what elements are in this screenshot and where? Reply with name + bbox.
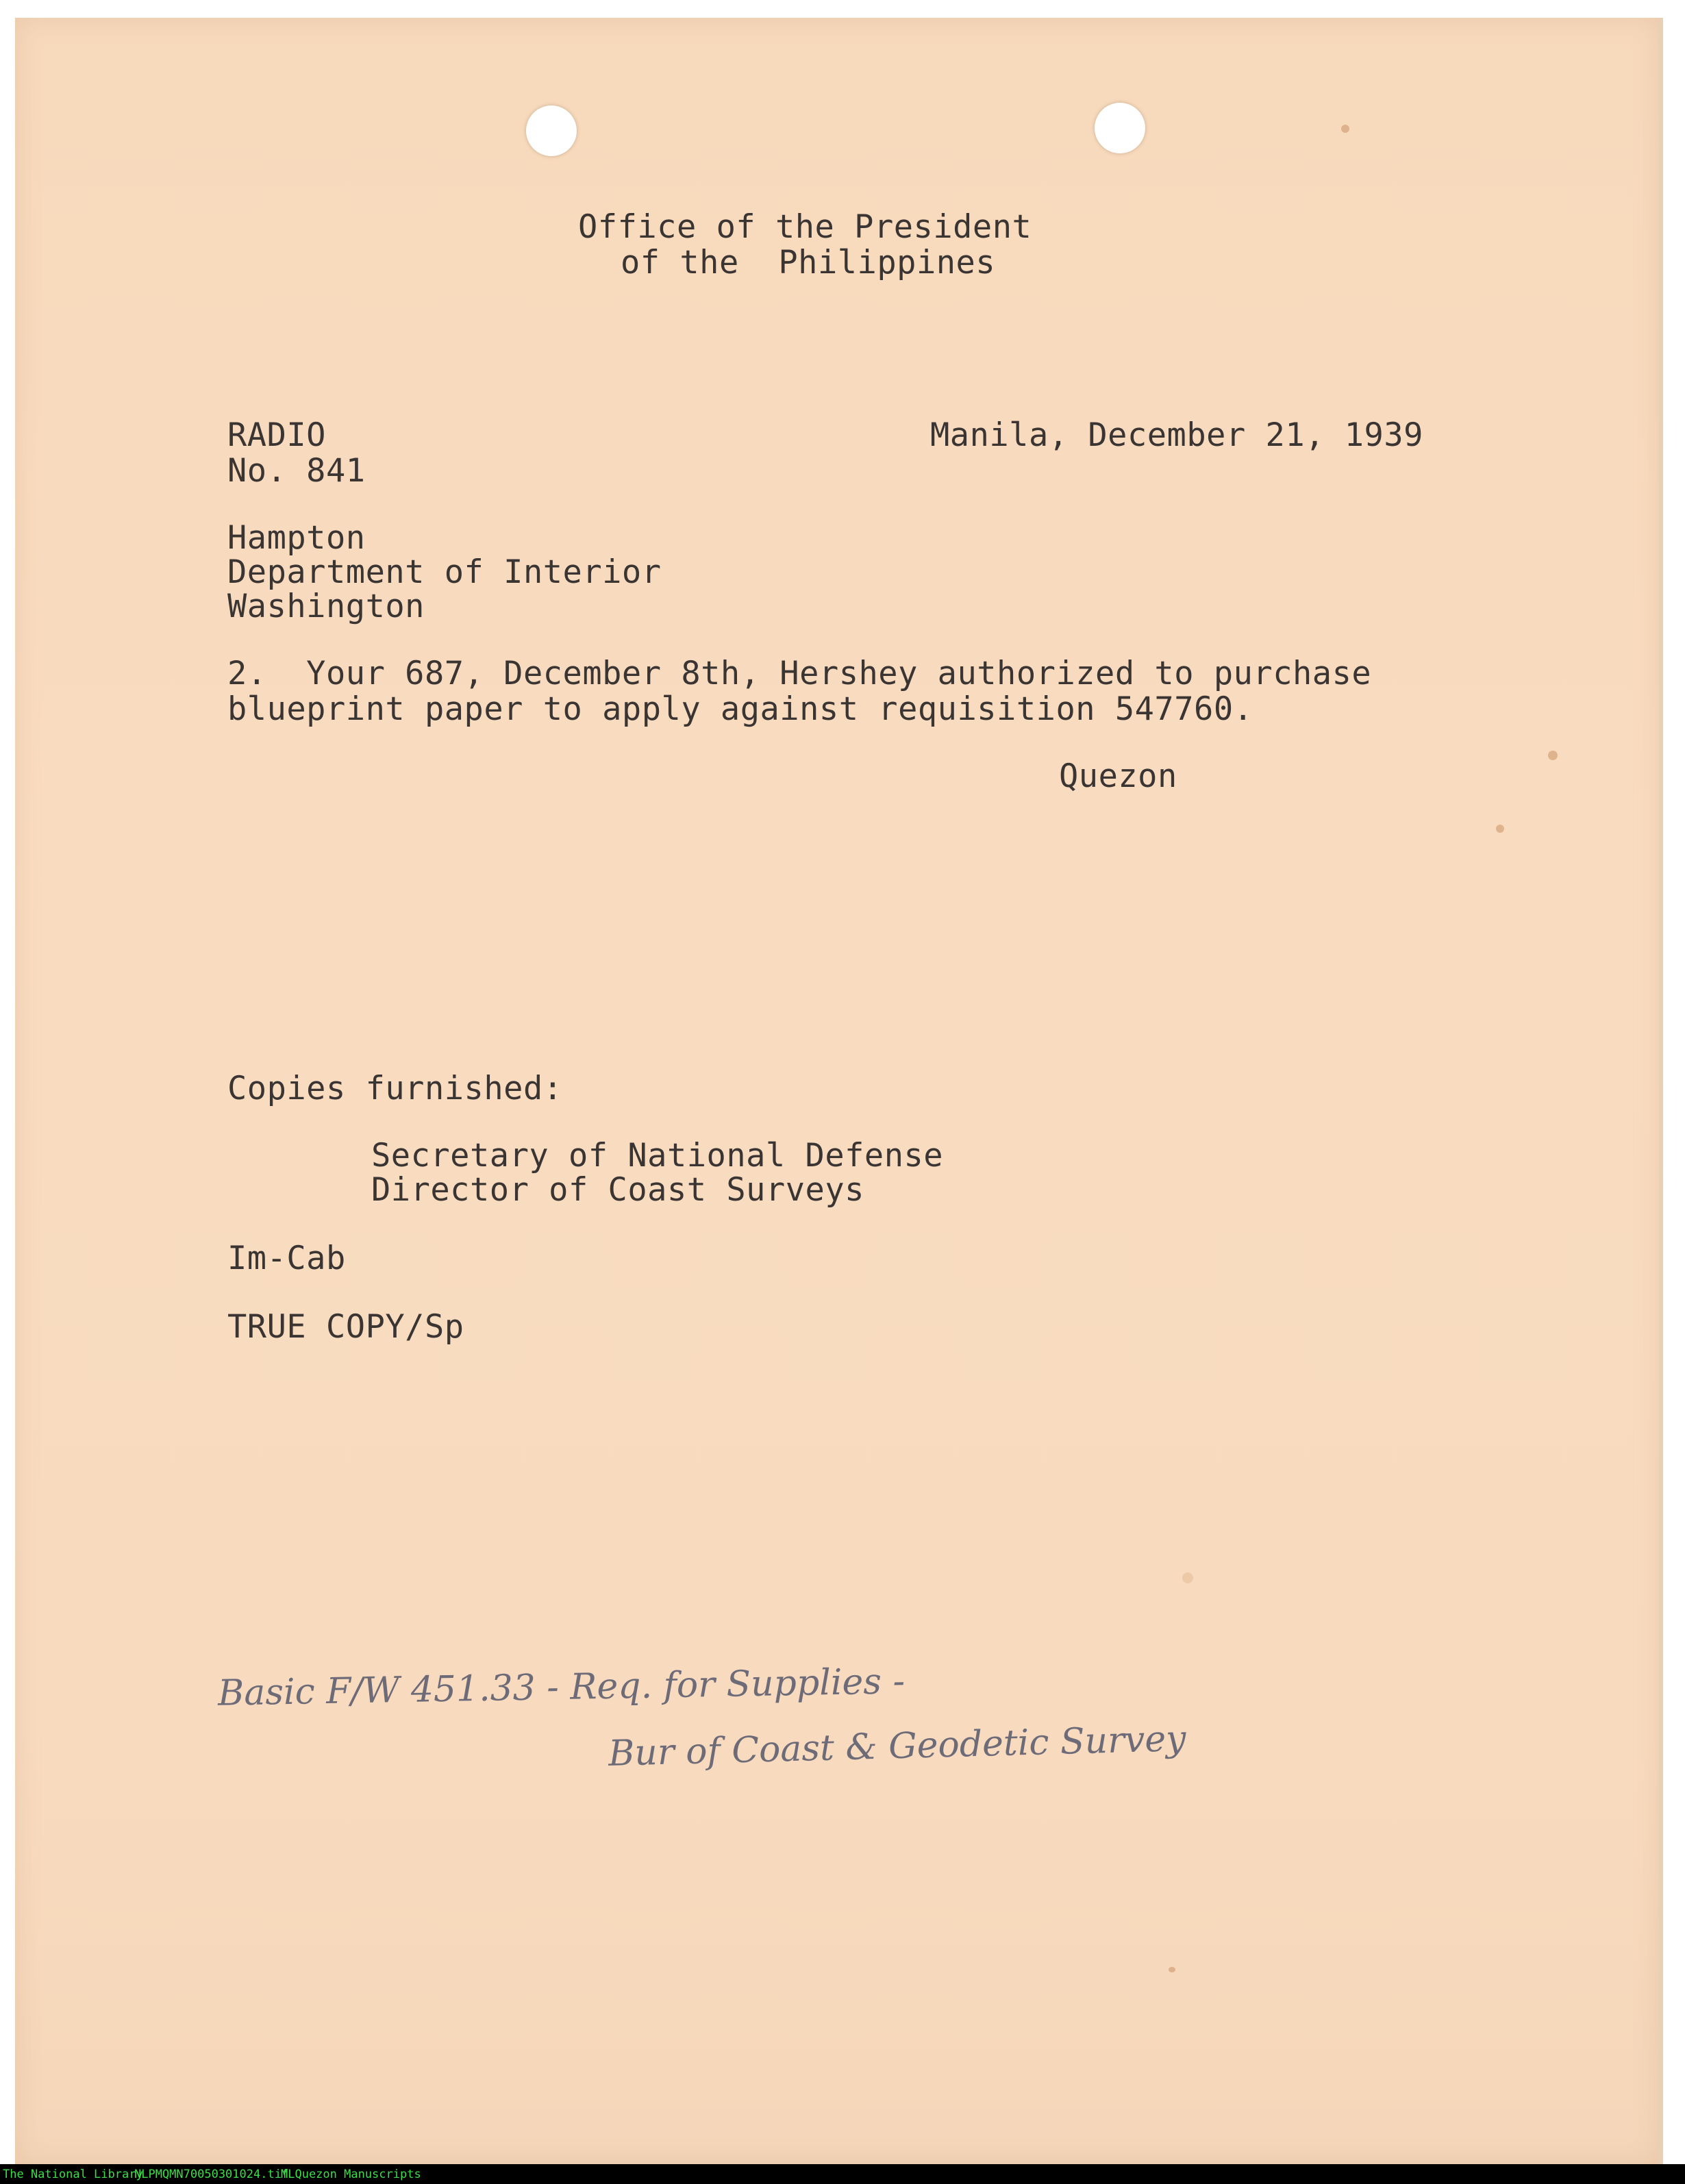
addressee-city: Washington	[227, 588, 425, 625]
radio-number: No. 841	[227, 452, 366, 490]
scan-footer	[0, 2164, 1685, 2184]
handwritten-note-line-2: Bur of Coast & Geodetic Survey	[608, 1718, 1187, 1775]
punch-hole-left	[526, 105, 577, 156]
handwritten-note-line-1: Basic F/W 451.33 - Req. for Supplies -	[217, 1661, 906, 1714]
addressee-department: Department of Interior	[227, 553, 662, 591]
body-line-2: blueprint paper to apply against requisition 547760.	[227, 690, 1253, 728]
footer-file: NLPMQMN70050301024.tif	[134, 2168, 289, 2181]
signature: Quezon	[1059, 757, 1177, 795]
letterhead-line-2: of the Philippines	[621, 244, 996, 281]
dateline: Manila, December 21, 1939	[930, 416, 1423, 454]
body-line-1: 2. Your 687, December 8th, Hershey authorized to purchase	[227, 655, 1372, 692]
addressee-name: Hampton	[227, 519, 366, 557]
punch-hole-right	[1095, 103, 1145, 153]
copies-heading: Copies furnished:	[227, 1070, 563, 1107]
radio-label: RADIO	[227, 416, 326, 454]
footer-collection: MLQuezon Manuscripts	[281, 2168, 421, 2181]
letterhead-line-1: Office of the President	[578, 208, 1032, 246]
footer-library: The National Library	[3, 2168, 143, 2181]
age-spot	[1548, 751, 1558, 760]
true-copy-mark: TRUE COPY/Sp	[227, 1308, 464, 1346]
copies-recipient-2: Director of Coast Surveys	[371, 1171, 864, 1209]
age-spot	[1182, 1572, 1193, 1583]
copies-recipient-1: Secretary of National Defense	[371, 1137, 944, 1175]
paper-sheet	[15, 18, 1663, 2164]
initials: Im-Cab	[227, 1240, 346, 1277]
age-spot	[1169, 1967, 1175, 1972]
age-spot	[1341, 125, 1349, 133]
age-spot	[1496, 825, 1504, 833]
